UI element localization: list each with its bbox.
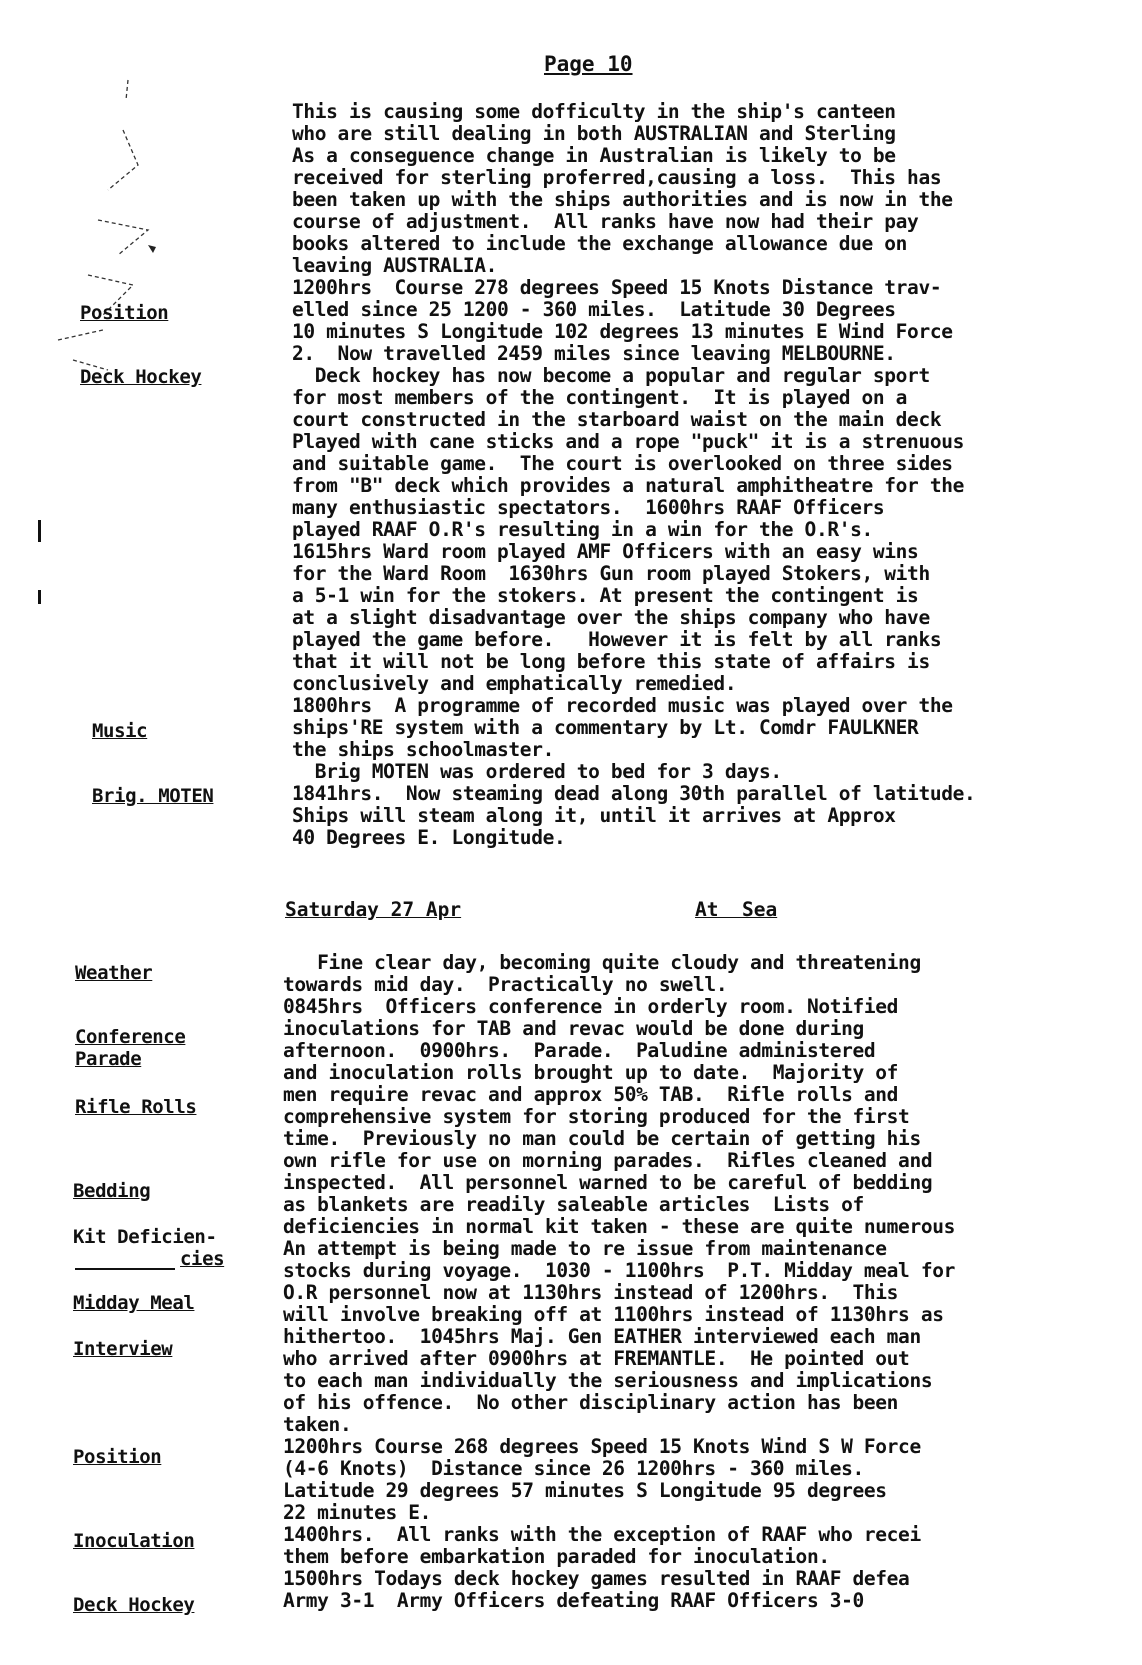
text-line: 2. Now travelled 2459 miles since leaving MELBOURNE. — [292, 342, 896, 365]
text-line: who arrived after 0900hrs at FREMANTLE. He pointed out — [283, 1347, 910, 1370]
text-line: from "B" deck which provides a natural amphitheatre for the — [292, 474, 965, 497]
text-line: elled since 25 1200 - 360 miles. Latitude 30 Degrees — [292, 298, 896, 321]
text-line: 0845hrs Officers conference in orderly room. Notified — [283, 995, 899, 1018]
text-line: to each man individually the seriousness and implications — [283, 1369, 933, 1392]
text-line: court constructed in the starboard waist on the main deck — [292, 408, 942, 431]
text-line: Played with cane sticks and a rope "puck" it is a strenuous — [292, 430, 965, 453]
text-line: 40 Degrees E. Longitude. — [292, 826, 566, 849]
text-line: hithertoo. 1045hrs Maj. Gen EATHER interviewed each man — [283, 1325, 921, 1348]
text-line: comprehensive system for storing produced for the first — [283, 1105, 910, 1128]
text-line: leaving AUSTRALIA. — [292, 254, 498, 277]
text-line: 1800hrs A programme of recorded music was played over the — [292, 694, 953, 717]
margin-heading: Position — [73, 1446, 162, 1468]
text-line: of his offence. No other disciplinary action has been — [283, 1391, 899, 1414]
text-line: ships'RE system with a commentary by Lt. Comdr FAULKNER — [292, 716, 919, 739]
text-line: deficiencies in normal kit taken - these are quite numerous — [283, 1215, 956, 1238]
text-line: and suitable game. The court is overlooked on three sides — [292, 452, 953, 475]
margin-heading: Kit Deficien- — [73, 1226, 217, 1248]
text-line: course of adjustment. All ranks have now had their pay — [292, 210, 919, 233]
text-line: who are still dealing in both AUSTRALIAN and Sterling — [292, 122, 896, 145]
margin-heading: Midday Meal — [73, 1292, 195, 1314]
margin-heading: Bedding — [73, 1180, 151, 1202]
text-line: inspected. All personnel warned to be careful of bedding — [283, 1171, 933, 1194]
text-line: for the Ward Room 1630hrs Gun room played Stokers, with — [292, 562, 930, 585]
margin-heading: Conference — [75, 1026, 186, 1048]
text-line: 22 minutes E. — [283, 1501, 432, 1524]
text-line: many enthusiastic spectators. 1600hrs RAAF Officers — [292, 496, 885, 519]
margin-tick-mark — [38, 520, 41, 542]
text-line: Army 3-1 Army Officers defeating RAAF Officers 3-0 — [283, 1589, 864, 1612]
text-line: as blankets are readily saleable articles Lists of — [283, 1193, 864, 1216]
margin-heading: Music — [92, 720, 148, 742]
text-line: the ships schoolmaster. — [292, 738, 554, 761]
text-line: at a slight disadvantage over the ships company who have — [292, 606, 930, 629]
text-line: and inoculation rolls brought up to date. Majority of — [283, 1061, 899, 1084]
entry-location: At Sea — [695, 898, 778, 921]
text-line: As a conseguence change in Australian is likely to be — [292, 144, 896, 167]
text-line: will involve breaking off at 1100hrs instead of 1130hrs as — [283, 1303, 944, 1326]
entry-date: Saturday 27 Apr — [285, 898, 462, 921]
text-line: 1200hrs Course 278 degrees Speed 15 Knots Distance trav- — [292, 276, 942, 299]
text-line: 1200hrs Course 268 degrees Speed 15 Knots Wind S W Force — [283, 1435, 921, 1458]
text-line: 1615hrs Ward room played AMF Officers with an easy wins — [292, 540, 919, 563]
text-line: stocks during voyage. 1030 - 1100hrs P.T. Midday meal for — [283, 1259, 956, 1282]
text-line: played RAAF O.R's resulting in a win for the O.R's. — [292, 518, 873, 541]
page-number: Page 10 — [544, 52, 633, 76]
text-line: books altered to include the exchange allowance due on — [292, 232, 908, 255]
margin-heading: Position — [80, 302, 169, 324]
text-line: played the game before. However it is felt by all ranks — [292, 628, 942, 651]
margin-heading: Weather — [75, 962, 153, 984]
text-line: for most members of the contingent. It is played on a — [292, 386, 908, 409]
text-line: Ships will steam along it, until it arrives at Approx — [292, 804, 896, 827]
text-line: afternoon. 0900hrs. Parade. Paludine administered — [283, 1039, 876, 1062]
text-line: 10 minutes S Longitude 102 degrees 13 minutes E Wind Force — [292, 320, 953, 343]
text-line: that it will not be long before this state of affairs is — [292, 650, 930, 673]
margin-heading: Deck Hockey — [80, 366, 202, 388]
text-line: An attempt is being made to re issue from maintenance — [283, 1237, 887, 1260]
text-line: Fine clear day, becoming quite cloudy and threatening — [283, 951, 921, 974]
text-line: 1841hrs. Now steaming dead along 30th parallel of latitude. — [292, 782, 976, 805]
diary-text-section-1 — [292, 101, 975, 849]
text-line: (4-6 Knots) Distance since 26 1200hrs - 360 miles. — [283, 1457, 864, 1480]
text-line: Brig MOTEN was ordered to bed for 3 days. — [292, 760, 782, 783]
margin-heading: cies — [180, 1248, 225, 1270]
text-line: time. Previously no man could be certain of getting his — [283, 1127, 921, 1150]
text-line: towards mid day. Practically no swell. — [283, 973, 728, 996]
text-line: 1400hrs. All ranks with the exception of RAAF who recei — [283, 1523, 921, 1546]
text-line: Deck hockey has now become a popular and regular sport — [292, 364, 930, 387]
text-line: taken. — [283, 1413, 352, 1436]
text-line: men require revac and approx 50% TAB. Rifle rolls and — [283, 1083, 899, 1106]
text-line: a 5-1 win for the stokers. At present the contingent is — [292, 584, 919, 607]
text-line: O.R personnel now at 1130hrs instead of 1200hrs. This — [283, 1281, 899, 1304]
text-line: own rifle for use on morning parades. Rifles cleaned and — [283, 1149, 933, 1172]
margin-heading: Rifle Rolls — [75, 1096, 197, 1118]
text-line: This is causing some dofficulty in the ship's canteen — [292, 100, 896, 123]
margin-underline-rule — [75, 1268, 175, 1270]
margin-heading: Interview — [73, 1338, 173, 1360]
text-line: conclusively and emphatically remedied. — [292, 672, 737, 695]
margin-heading: Deck Hockey — [73, 1594, 195, 1616]
text-line: received for sterling proferred,causing a loss. This has — [292, 166, 942, 189]
margin-heading: Inoculation — [73, 1530, 195, 1552]
margin-tick-mark — [38, 590, 41, 604]
diary-text-section-2 — [283, 952, 955, 1612]
margin-heading: Brig. MOTEN — [92, 785, 214, 807]
margin-scribble-mark — [28, 70, 188, 390]
text-line: 1500hrs Todays deck hockey games resulted in RAAF defea — [283, 1567, 910, 1590]
text-line: them before embarkation paraded for inoculation. — [283, 1545, 830, 1568]
text-line: been taken up with the ships authorities and is now in the — [292, 188, 953, 211]
margin-heading: Parade — [75, 1048, 142, 1070]
text-line: Latitude 29 degrees 57 minutes S Longitude 95 degrees — [283, 1479, 887, 1502]
text-line: inoculations for TAB and revac would be done during — [283, 1017, 864, 1040]
